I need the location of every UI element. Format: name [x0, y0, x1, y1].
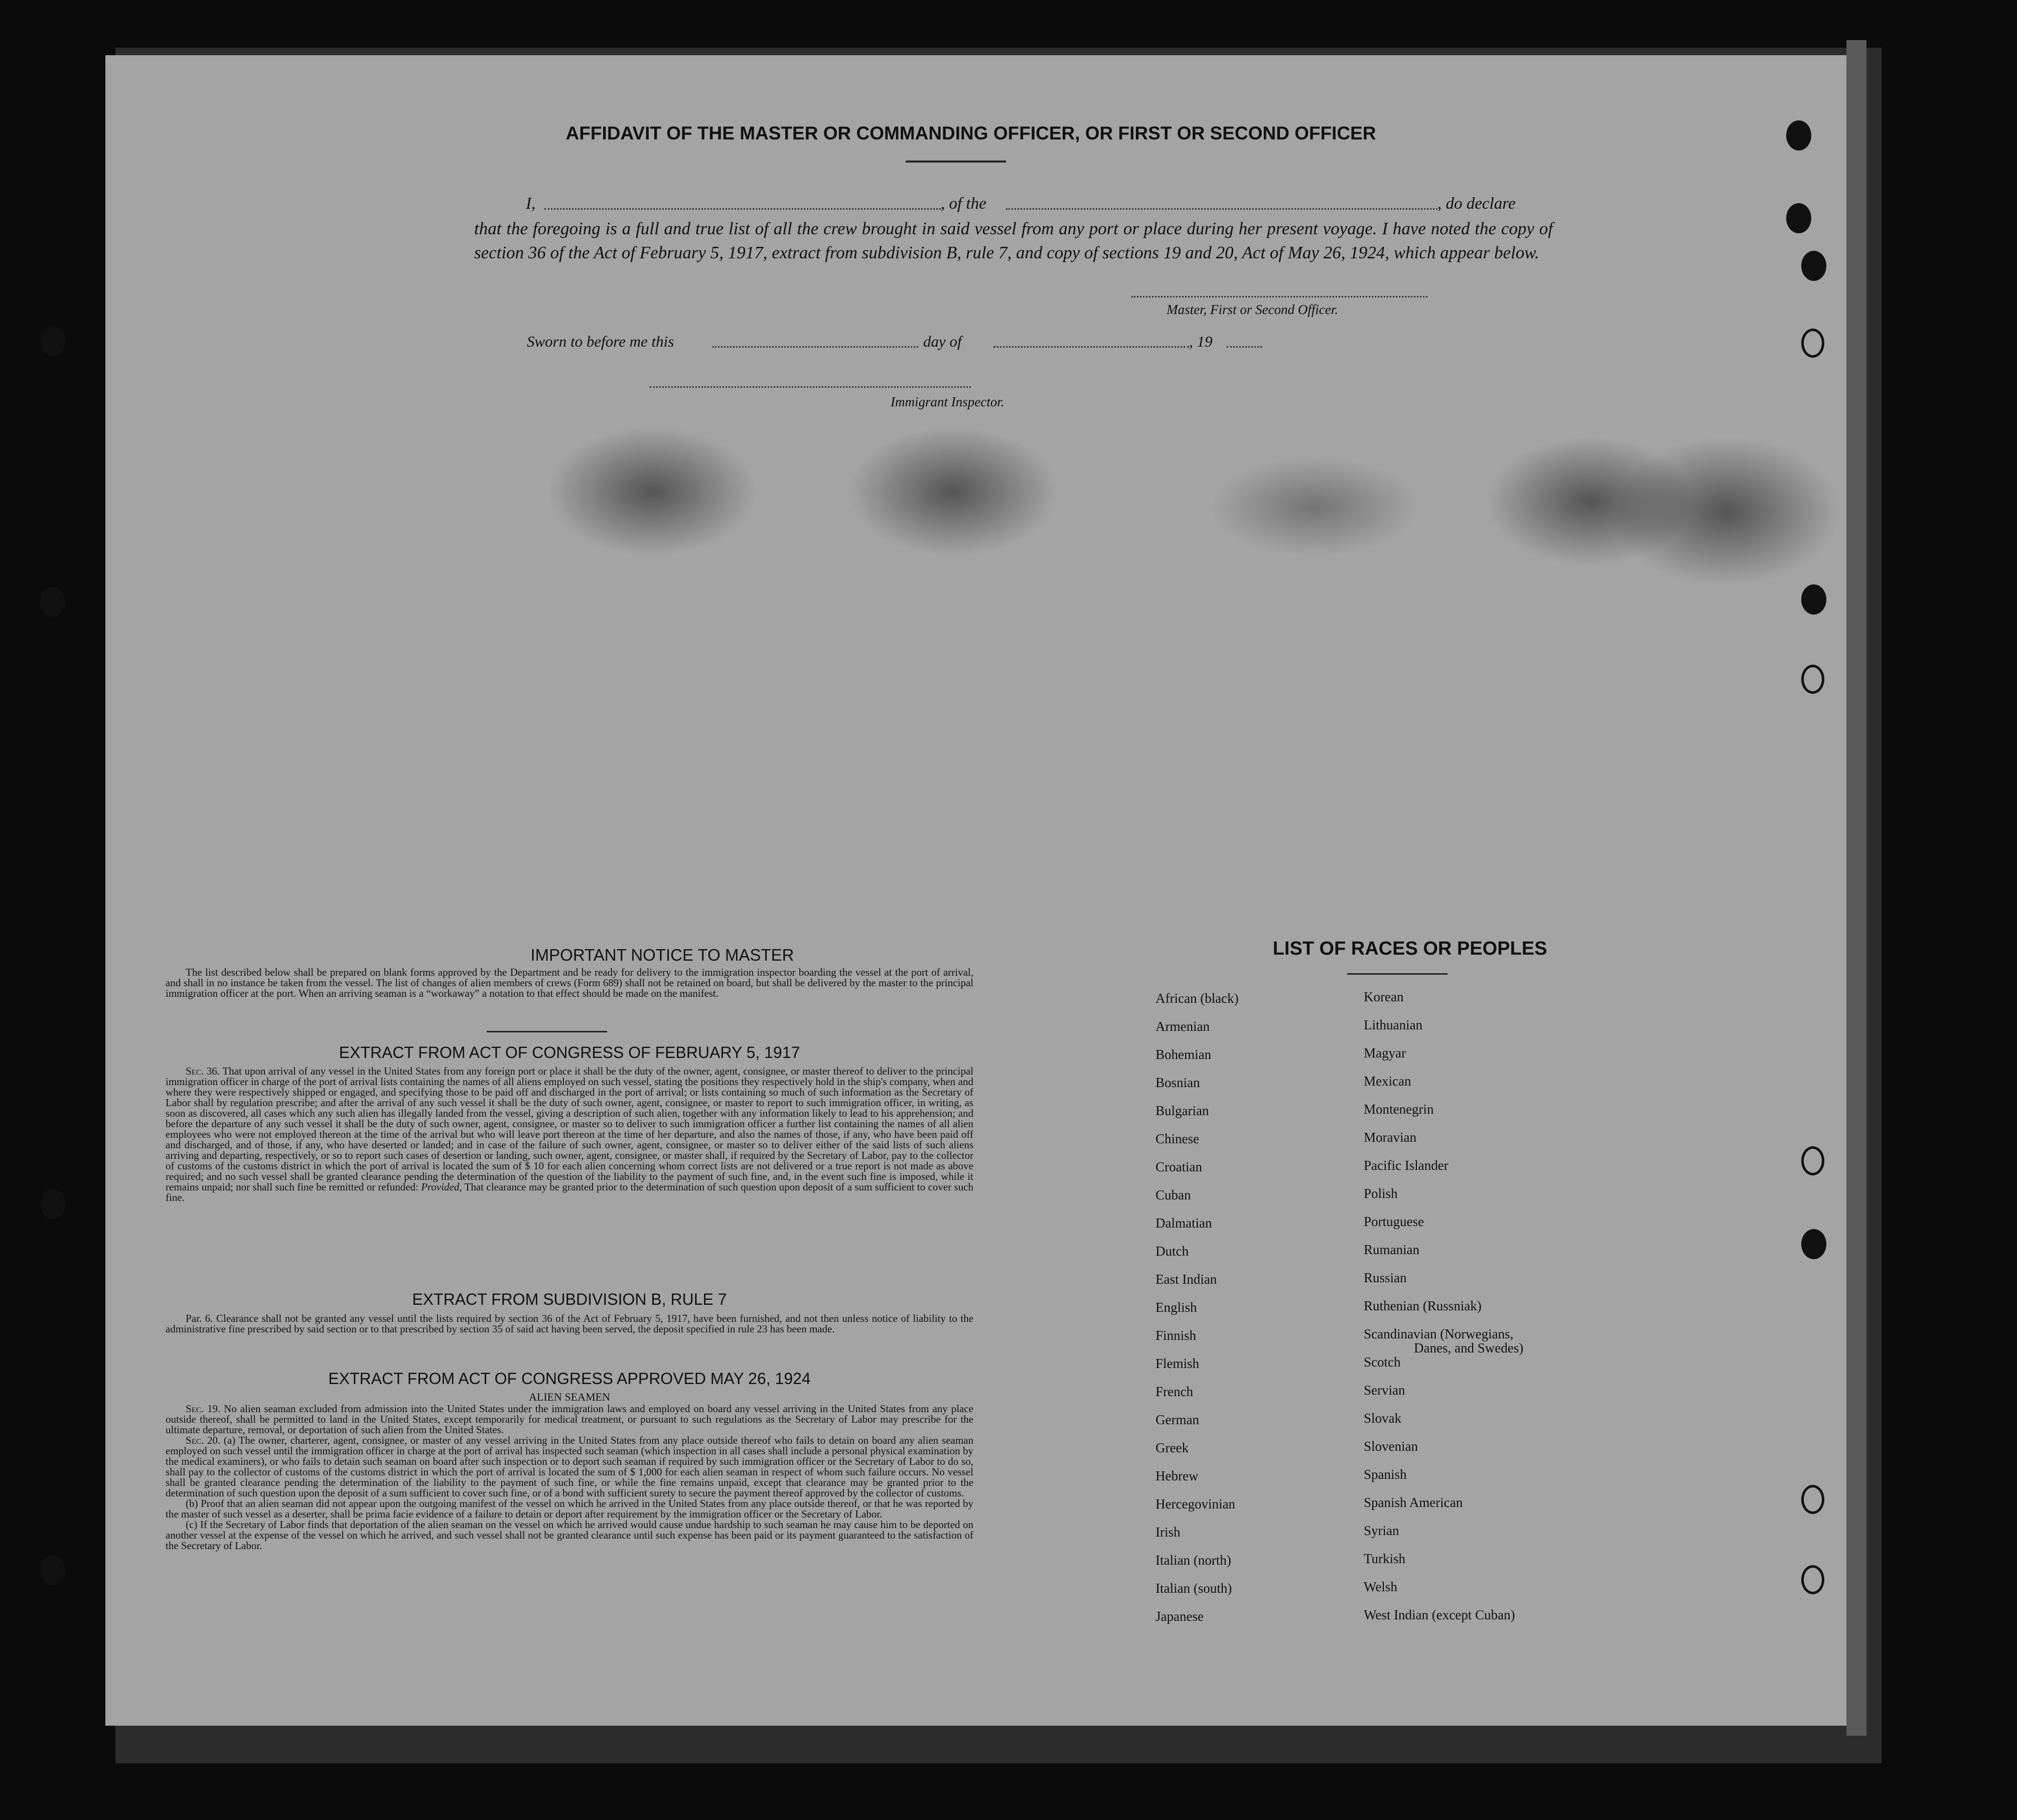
race-item: Croatian — [1156, 1159, 1202, 1174]
race-item: Irish — [1156, 1525, 1181, 1540]
race-item: French — [1156, 1384, 1193, 1399]
race-item: Korean — [1364, 989, 1404, 1004]
notice-paragraph: The list described below shall be prepared on blank forms approved by the Department and be ready for delivery to the immigration inspector boarding the vessel at the port of arrival, and shall in no instance be taken from the vessel. The list of changes of alien members of crews (Form 689) shall not be retained on board, but shall be delivered by the master to the principal immigration officer at the port. When an arriving seaman is a “workaway” a notation to that effect should be made on the manifest. — [166, 966, 973, 999]
extract-rule7-title: EXTRACT FROM SUBDIVISION B, RULE 7 — [412, 1290, 727, 1308]
day-of-label: day of — [923, 333, 962, 350]
ink-smudge — [848, 426, 1059, 557]
sec-19-paragraph — [166, 1404, 973, 1435]
race-item: Hebrew — [1156, 1468, 1199, 1483]
race-item: Armenian — [1156, 1019, 1210, 1034]
officer-signature-label: Master, First or Second Officer. — [1167, 302, 1338, 317]
inspector-signature-field[interactable] — [650, 386, 971, 388]
extract-1924-text — [166, 1404, 973, 1551]
punch-hole — [40, 1555, 65, 1585]
provided-word: Provided, — [421, 1181, 462, 1193]
punch-hole — [1801, 1229, 1826, 1259]
inspector-label: Immigrant Inspector. — [891, 394, 1004, 409]
punch-hole — [40, 587, 65, 617]
race-item: Scandinavian (Norwegians, — [1364, 1326, 1514, 1341]
ink-smudge — [547, 426, 758, 557]
sec-20-label: Sec. 20. — [186, 1434, 221, 1446]
extract-1917-title: EXTRACT FROM ACT OF CONGRESS OF FEBRUARY 5, 1917 — [339, 1043, 800, 1061]
year-label: , 19 — [1189, 333, 1213, 350]
race-item: Russian — [1364, 1270, 1407, 1285]
extract-1917-paragraph — [166, 1066, 973, 1203]
extract-rule7-text — [166, 1313, 973, 1334]
declarant-name-field[interactable] — [544, 208, 941, 210]
sec-36-end: That clearance may be granted prior to the determination of such question upon deposit of a sum sufficient to cover such fine. — [166, 1181, 974, 1203]
race-item: Bulgarian — [1156, 1103, 1209, 1118]
race-item: Lithuanian — [1364, 1017, 1422, 1032]
race-item: Finnish — [1156, 1328, 1197, 1343]
notice-text — [166, 967, 973, 999]
extract-1924-title: EXTRACT FROM ACT OF CONGRESS APPROVED MAY 26, 1924 — [328, 1370, 811, 1388]
race-item: German — [1156, 1412, 1199, 1427]
race-item: Servian — [1364, 1383, 1405, 1398]
race-item: Slovak — [1364, 1411, 1402, 1426]
sec-36-label: Sec. 36. — [186, 1065, 220, 1077]
race-item: Cuban — [1156, 1187, 1191, 1202]
race-item: Italian (north) — [1156, 1553, 1231, 1568]
race-item: Mexican — [1364, 1074, 1411, 1089]
race-item: Spanish — [1364, 1467, 1407, 1482]
race-item: Scotch — [1364, 1354, 1401, 1370]
affidavit-body: that the foregoing is a full and true list of all the crew brought in said vessel from any port or place during her present voyage. I have noted the copy of section 36 of the Act of February 5, 1917, extract from subdivision B, rule 7, and copy of sections 19 and 20, Act of May 26, 1924, which appear below. — [474, 219, 1553, 262]
rule7-paragraph: Par. 6. Clearance shall not be granted any vessel until the lists required by section 36 of the Act of February 5, 1917, have been furnished, and not then unless notice of liability to the administrative fine prescribed by said section or to that prescribed by section 35 of said act having been served, the deposit specified in rule 23 has been made. — [166, 1312, 973, 1335]
sworn-month-field[interactable] — [993, 346, 1189, 348]
race-item: Slovenian — [1364, 1439, 1418, 1454]
page-edge — [1846, 40, 1866, 1736]
race-item: Flemish — [1156, 1356, 1200, 1371]
declarant-prefix: I, — [526, 195, 536, 213]
races-title: LIST OF RACES OR PEOPLES — [1272, 938, 1547, 959]
race-item: Italian (south) — [1156, 1581, 1232, 1596]
race-item: Pacific Islander — [1364, 1158, 1449, 1173]
punch-hole — [40, 326, 65, 356]
extract-1917-text — [166, 1066, 973, 1203]
race-item: African (black) — [1156, 991, 1239, 1006]
race-item: Moravian — [1364, 1130, 1416, 1145]
sec-19-body: No alien seaman excluded from admission into the United States under the immigration laws and employed on board any vessel arriving in the United States from any place outside thereof, shall be permitted to land in the United States, except temporarily for medical treatment, or pursuant to such regulations as the Secretary of Labor may prescribe for the ultimate departure, removal, or deportation of such alien from the United States. — [166, 1403, 973, 1436]
notice-title: IMPORTANT NOTICE TO MASTER — [530, 946, 794, 964]
year-field[interactable] — [1227, 346, 1262, 348]
of-the-label: , of the — [941, 195, 986, 213]
race-item: Turkish — [1364, 1551, 1406, 1566]
document-page — [105, 55, 1846, 1726]
sec-20b-paragraph: (b) Proof that an alien seaman did not appear upon the outgoing manifest of the vessel on which he arrived in the United States from any place outside thereof, or that he was reported by the master of such vessel as a deserter, shall be prima facie evidence of a failure to detain or deport after requirement by the immigration officer or the Secretary of Labor. — [166, 1497, 973, 1520]
punch-hole — [1801, 665, 1824, 694]
race-item: West Indian (except Cuban) — [1364, 1607, 1515, 1622]
race-item: Bosnian — [1156, 1075, 1200, 1090]
notice-rule — [487, 1031, 607, 1032]
race-item: Bohemian — [1156, 1047, 1211, 1062]
sworn-label: Sworn to before me this — [527, 333, 674, 350]
punch-hole — [1786, 120, 1811, 150]
ink-smudge — [1611, 436, 1841, 587]
sec-20a-body: (a) The owner, charterer, agent, consignee, or master of any vessel arriving in the United States from any place outside thereof who fails to detain on board any alien seaman employed on such vessel until the immigration officer in charge at the port of arrival has inspected such seaman (which inspection in all cases shall include a personal physical examination by the medical examiners), or who fails to detain such seaman on board after such inspection or to deport such seaman if required by such immigration officer or the Secretary of Labor to do so, shall pay to the collector of customs of the customs district in which the port of arrival is located the sum of $ 1,000 for each alien seaman in respect of whom such failure occurs. No vessel shall be granted clearance pending the determination of the liability to the payment of such fine, or while the fine remains unpaid, except that clearance may be granted prior to the determination of such question upon the deposit of a sum sufficient to cover such fine, or of a bond with sufficient surety to secure the payment thereof approved by the collector of customs. — [166, 1434, 974, 1499]
punch-hole — [1801, 251, 1826, 281]
ink-smudge — [1209, 457, 1420, 557]
vessel-name-field[interactable] — [1006, 208, 1437, 210]
punch-hole — [1801, 329, 1824, 358]
punch-hole — [1801, 1146, 1824, 1175]
affidavit-title: AFFIDAVIT OF THE MASTER OR COMMANDING OFFICER, OR FIRST OR SECOND OFFICER — [565, 123, 1376, 143]
race-item: Dutch — [1156, 1244, 1189, 1259]
race-item: Portuguese — [1364, 1214, 1424, 1229]
race-item: Japanese — [1156, 1609, 1204, 1624]
punch-hole — [40, 1189, 65, 1219]
race-item-continuation: Danes, and Swedes) — [1414, 1340, 1524, 1355]
race-item: Chinese — [1156, 1131, 1199, 1146]
punch-hole — [1786, 203, 1811, 233]
race-item: Magyar — [1364, 1045, 1406, 1060]
race-item: Rumanian — [1364, 1242, 1419, 1257]
race-item: Syrian — [1364, 1523, 1399, 1538]
race-item: Ruthenian (Russniak) — [1364, 1298, 1482, 1313]
race-item: Hercegovinian — [1156, 1496, 1235, 1511]
declare-label: , do declare — [1437, 195, 1516, 213]
title-rule — [906, 161, 1006, 163]
sec-20a-paragraph — [166, 1435, 973, 1498]
race-item: Polish — [1364, 1186, 1398, 1201]
race-item: Greek — [1156, 1440, 1189, 1455]
sec-20c-paragraph: (c) If the Secretary of Labor finds that deportation of the alien seaman on the vessel on which he arrived would cause undue hardship to such seaman he may cause him to be deported on another vessel at the expense of the vessel on which he arrived, and such vessel shall not be granted clearance until such expense has been paid or its payment guaranteed to the satisfaction of the Secretary of Labor. — [166, 1519, 973, 1552]
alien-seamen-heading: ALIEN SEAMEN — [529, 1391, 610, 1403]
race-item: Welsh — [1364, 1579, 1397, 1594]
races-rule — [1347, 973, 1448, 975]
sec-19-label: Sec. 19. — [186, 1403, 221, 1415]
race-item: East Indian — [1156, 1272, 1217, 1287]
officer-signature-field[interactable] — [1131, 296, 1427, 297]
sworn-day-field[interactable] — [712, 346, 918, 348]
sec-36-body: That upon arrival of any vessel in the United States from any foreign port or place it shall be the duty of the owner, agent, consignee, or master thereof to deliver to the principal immigration officer in charge of the port of arrival lists containing the names of all aliens employed on such vessel, stating the positions they respectively hold in the ship's company, when and where they were respectively shipped or engaged, and specifying those to be paid off and discharged in the port of arrival; or lists containing so much of such information as the Secretary of Labor shall by regulation prescribe; and after the arrival of any such vessel it shall be the duty of such owner, agent, consignee, or master to report to such immigration officer, in writing, as soon as discovered, all cases which any such alien has illegally landed from the vessel, giving a description of such alien, together with any information likely to lead to his apprehension; and before the departure of any such vessel it shall be the duty of such owner, agent, consignee, or master so to deliver to such immigration officer a further list containing the names of all alien employees who were not employed thereon at the time of the arrival but who will leave port thereon at the time of her departure, and also the names of those, if any, who have been paid off and discharged, and of those, if any, who have deserted or landed; and in case of the failure of such owner, agent, consignee, or master so to deliver either of the said lists of such aliens arriving and departing, respectively, or so to report such cases of desertion or landing, such owner, agent, consignee, or master shall, if required by the Secretary of Labor, pay to the collector of customs of the customs district in which the port of arrival is located the sum of $ 10 for each alien concerning whom correct lists are not delivered or a true report is not made as above required; and no such vessel shall be granted clearance pending the determination of the question of the liability to the payment of such fine, and, in the event such fine is imposed, while it remains unpaid; nor shall such fine be remitted or refunded: — [166, 1065, 973, 1193]
race-item: Montenegrin — [1364, 1102, 1434, 1117]
punch-hole — [1801, 1485, 1824, 1514]
punch-hole — [1801, 1565, 1824, 1594]
race-item: English — [1156, 1300, 1197, 1315]
punch-hole — [1801, 584, 1826, 615]
race-item: Dalmatian — [1156, 1216, 1212, 1231]
race-item: Spanish American — [1364, 1495, 1463, 1510]
